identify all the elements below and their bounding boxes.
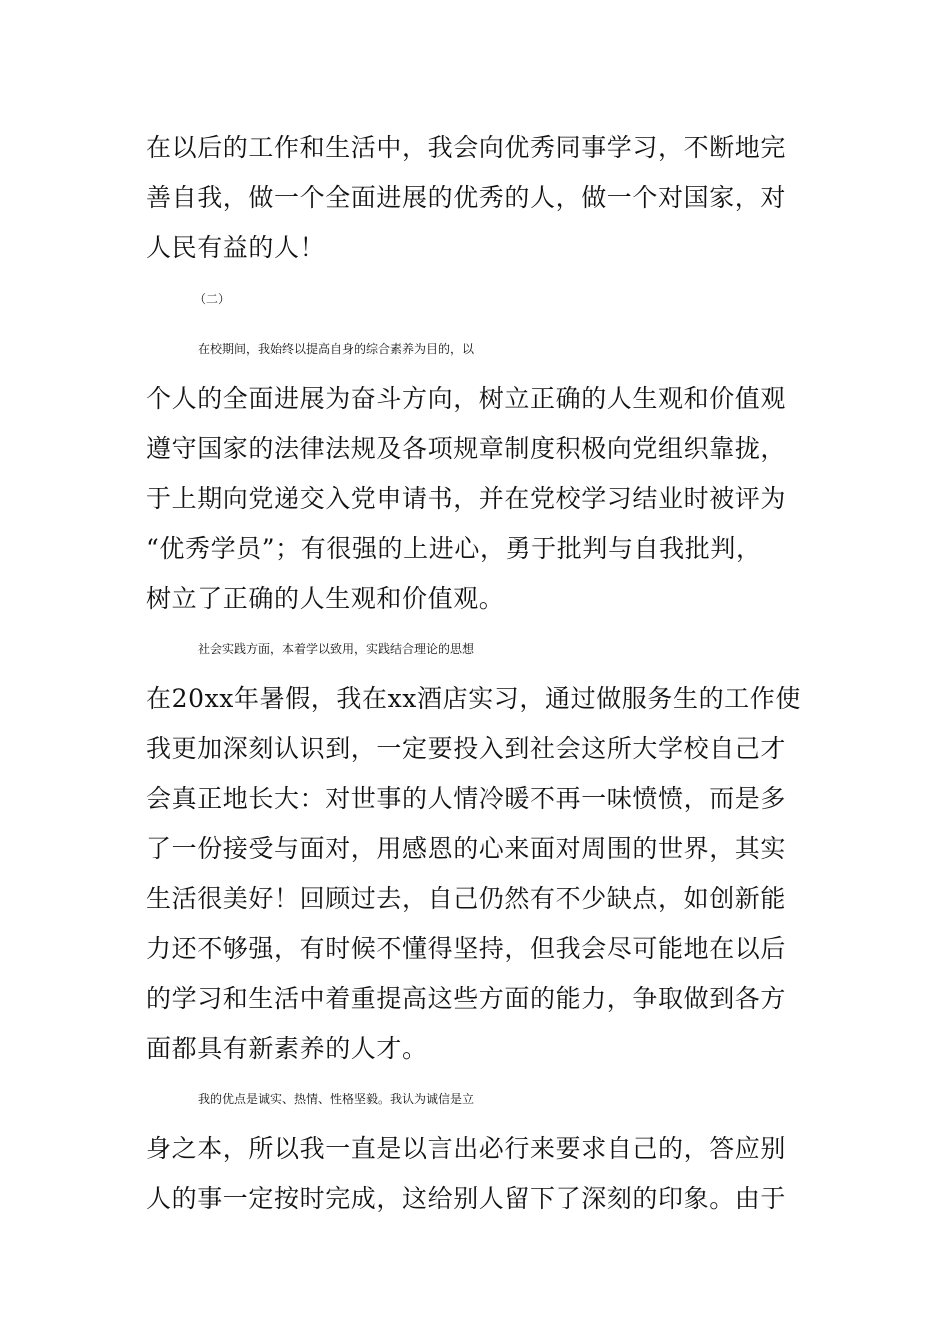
text-line: 在20xx年暑假，我在xx酒店实习，通过做服务生的工作使 (146, 684, 802, 713)
paragraph-first-line: 我的优点是诚实、热情、性格坚毅。我认为诚信是立 (198, 1092, 475, 1106)
paragraph-first-line: 社会实践方面，本着学以致用，实践结合理论的思想 (198, 642, 475, 656)
text-line: 树立了正确的人生观和价值观。 (146, 584, 505, 613)
text-line: 于上期向党递交入党申请书，并在党校学习结业时被评为 (146, 484, 787, 513)
text-line: 人民有益的人！ (146, 233, 326, 262)
text-line: 个人的全面进展为奋斗方向，树立正确的人生观和价值观 (146, 384, 787, 413)
text-line: “优秀学员”；有很强的上进心，勇于批判与自我批判， (146, 534, 762, 563)
text-line: 人的事一定按时完成，这给别人留下了深刻的印象。由于 (146, 1184, 787, 1213)
text-line: 生活很美好！回顾过去，自己仍然有不少缺点，如创新能 (146, 884, 787, 913)
text-line: 身之本，所以我一直是以言出必行来要求自己的，答应别 (146, 1134, 787, 1163)
text-line: 力还不够强，有时候不懂得坚持，但我会尽可能地在以后 (146, 934, 787, 963)
text-line: 面都具有新素养的人才。 (146, 1034, 428, 1063)
text-line: 的学习和生活中着重提高这些方面的能力，争取做到各方 (146, 984, 787, 1013)
text-line: 善自我，做一个全面进展的优秀的人，做一个对国家，对 (146, 183, 787, 212)
text-line: 我更加深刻认识到，一定要投入到社会这所大学校自己才 (146, 734, 787, 763)
section-heading: （二） (194, 292, 231, 306)
text-line: 遵守国家的法律法规及各项规章制度积极向党组织靠拢， (146, 434, 787, 463)
text-line: 会真正地长大：对世事的人情冷暖不再一味愤愤，而是多 (146, 784, 787, 813)
paragraph-first-line: 在校期间，我始终以提高自身的综合素养为目的，以 (198, 342, 475, 356)
text-line: 了一份接受与面对，用感恩的心来面对周围的世界，其实 (146, 834, 787, 863)
text-line: 在以后的工作和生活中，我会向优秀同事学习，不断地完 (146, 133, 787, 162)
